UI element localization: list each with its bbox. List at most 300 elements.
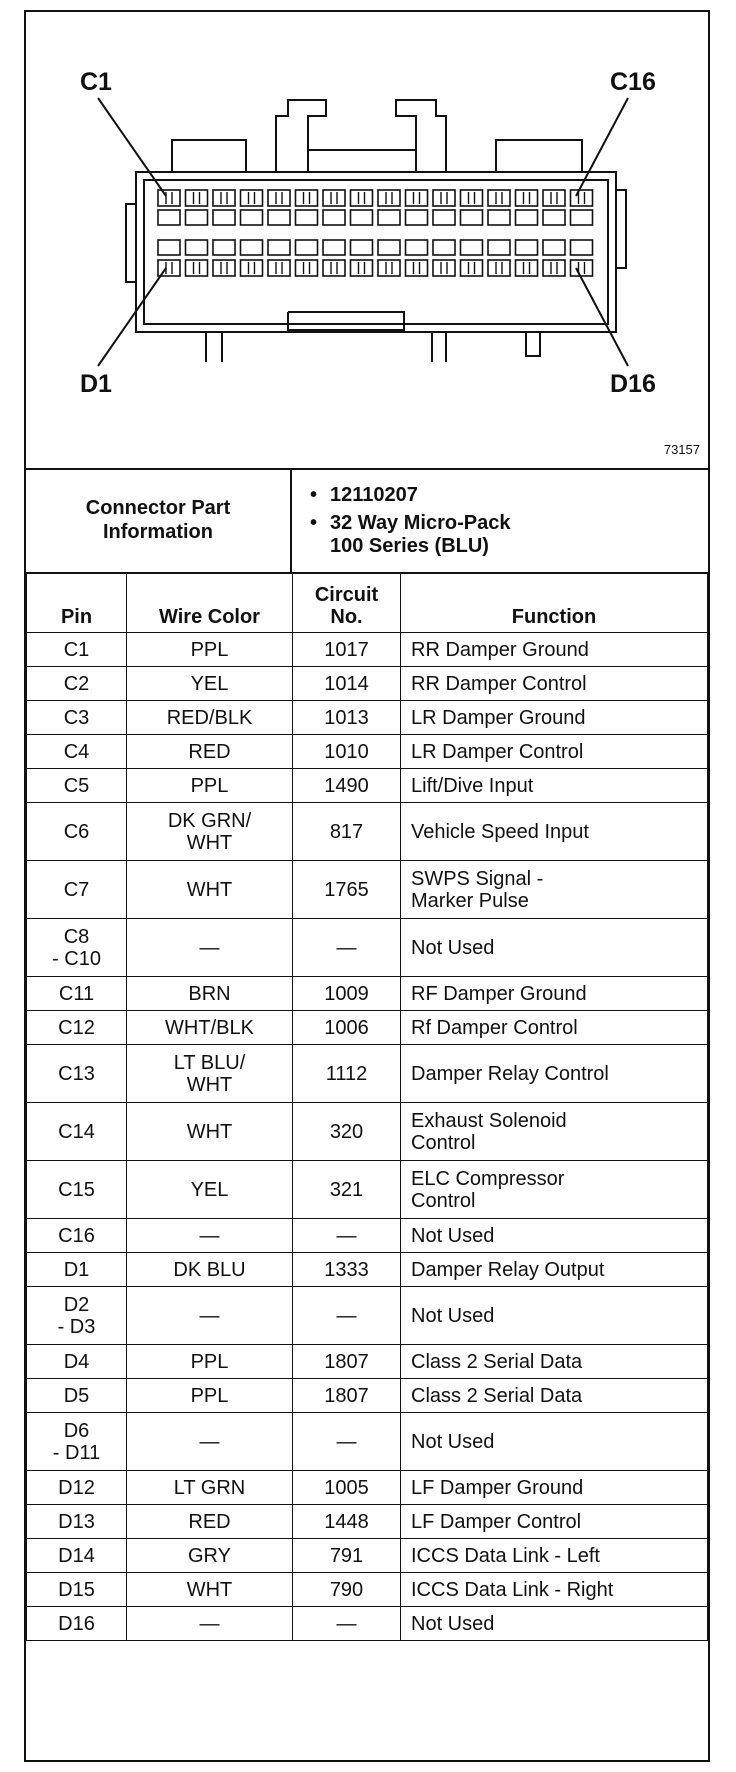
header-circuit-line2: No. (330, 606, 363, 628)
bottom-key-slot (288, 312, 404, 330)
function-cell-text: Not Used (411, 1430, 495, 1453)
function-cell (401, 1505, 708, 1539)
leader-c1 (98, 98, 166, 196)
c-row-terminal (158, 190, 180, 206)
d-row-terminal (516, 260, 538, 276)
c-row-cavity (296, 210, 318, 225)
pin-cell-text: C14 (58, 1120, 95, 1143)
header-pin: Pin (27, 573, 127, 633)
pin-cell (27, 667, 127, 701)
wire-color-cell (127, 1103, 293, 1161)
function-cell (401, 803, 708, 861)
pin-cell (27, 769, 127, 803)
pin-cell (27, 1379, 127, 1413)
d-row-terminal (378, 260, 400, 276)
d-row-terminal (461, 260, 483, 276)
function-cell-text: ICCS Data Link - Right (411, 1578, 614, 1601)
d-row-cavity (571, 240, 593, 255)
pin-cell (27, 633, 127, 667)
circuit-cell (293, 1471, 401, 1505)
circuit-cell-text: 791 (329, 1544, 364, 1567)
circuit-cell-text: — (336, 1224, 357, 1247)
c-row-cavity (406, 210, 428, 225)
wire-color-cell (127, 1413, 293, 1471)
leader-c16 (576, 98, 628, 196)
table-row (27, 1539, 708, 1573)
c-row-cavity (543, 210, 565, 225)
function-cell (401, 769, 708, 803)
c-row-terminal (186, 190, 208, 206)
circuit-cell (293, 667, 401, 701)
function-cell-text: Class 2 Serial Data (411, 1384, 583, 1407)
function-cell-text: Control (411, 1189, 476, 1212)
d-row-terminal (296, 260, 318, 276)
wire-color-cell (127, 1539, 293, 1573)
wire-color-cell-text: — (199, 1612, 220, 1635)
left-top-tab (172, 140, 246, 172)
function-cell-text: Not Used (411, 936, 495, 959)
circuit-cell-text: 1005 (324, 1476, 369, 1499)
d-row-cavity (433, 240, 455, 255)
pin-cell-text: C13 (58, 1062, 95, 1085)
table-row (27, 1505, 708, 1539)
pin-cell (27, 861, 127, 919)
pin-cell-text: D4 (63, 1350, 90, 1373)
table-row (27, 735, 708, 769)
circuit-cell-text: 1807 (324, 1350, 369, 1373)
d-row-cavity (461, 240, 483, 255)
d-row-cavity (351, 240, 373, 255)
function-cell-text: Rf Damper Control (411, 1016, 578, 1039)
table-row (27, 1573, 708, 1607)
table-row (27, 667, 708, 701)
pin-table (26, 572, 708, 1641)
circuit-cell-text: 1017 (324, 638, 369, 661)
pin-cell-text: D1 (63, 1258, 90, 1281)
function-cell (401, 977, 708, 1011)
wire-color-cell-text: DK GRN/ (167, 809, 252, 832)
c-row-cavity (268, 210, 290, 225)
wire-color-cell (127, 667, 293, 701)
d-row-cavity (323, 240, 345, 255)
header-wire-color: Wire Color (127, 573, 293, 633)
pin-cell-text: D5 (63, 1384, 90, 1407)
circuit-cell (293, 1161, 401, 1219)
wire-color-cell (127, 861, 293, 919)
d-row-terminal (268, 260, 290, 276)
function-cell-text: RR Damper Control (411, 672, 587, 695)
label-c16: C16 (610, 68, 656, 96)
table-row (27, 1161, 708, 1219)
circuit-cell (293, 1103, 401, 1161)
pin-cell (27, 1505, 127, 1539)
circuit-cell-text: — (336, 1612, 357, 1635)
table-row (27, 919, 708, 977)
d-row-cavity (296, 240, 318, 255)
circuit-cell-text: 321 (329, 1178, 364, 1201)
function-cell (401, 919, 708, 977)
d-row-cavity (488, 240, 510, 255)
figure-number: 73157 (663, 442, 700, 457)
function-cell-text: ICCS Data Link - Left (411, 1544, 600, 1567)
label-d1: D1 (80, 370, 112, 398)
circuit-cell (293, 1345, 401, 1379)
wire-color-cell (127, 977, 293, 1011)
description-line1: 32 Way Micro-Pack (330, 512, 511, 534)
circuit-cell (293, 1253, 401, 1287)
c-row-terminal (213, 190, 235, 206)
pin-cell (27, 919, 127, 977)
wire-color-cell-text: RED/BLK (166, 706, 253, 729)
right-latch (396, 100, 446, 172)
pin-cell (27, 1103, 127, 1161)
function-cell (401, 735, 708, 769)
c-row-cavity (461, 210, 483, 225)
pin-cell-text: C12 (58, 1016, 95, 1039)
pin-cell-text: C11 (58, 982, 95, 1005)
d-row-cavity (516, 240, 538, 255)
pin-cell (27, 1219, 127, 1253)
d-row-terminal (241, 260, 263, 276)
table-row (27, 1287, 708, 1345)
function-cell-text: Not Used (411, 1612, 495, 1635)
function-cell (401, 1103, 708, 1161)
circuit-cell (293, 735, 401, 769)
leader-d16 (576, 268, 628, 366)
circuit-cell-text: 1765 (324, 878, 369, 901)
wire-color-cell-text: WHT (186, 1578, 233, 1601)
wire-color-cell (127, 1219, 293, 1253)
function-cell-text: Not Used (411, 1304, 495, 1327)
wire-color-cell-text: RED (188, 1510, 231, 1533)
wire-color-cell-text: YEL (190, 1178, 229, 1201)
pin-cell (27, 977, 127, 1011)
pin-cell-text: - C10 (52, 947, 101, 970)
pin-cell (27, 701, 127, 735)
function-cell (401, 1253, 708, 1287)
function-cell (401, 1045, 708, 1103)
c-row-cavity (158, 210, 180, 225)
function-cell-text: LR Damper Ground (411, 706, 586, 729)
wire-color-cell (127, 1471, 293, 1505)
pin-cell (27, 1287, 127, 1345)
wire-color-cell-text: — (199, 1304, 220, 1327)
pin-cell-text: C15 (58, 1178, 95, 1201)
d-row-cavity (241, 240, 263, 255)
wire-color-cell-text: WHT (186, 878, 233, 901)
wire-color-cell-text: GRY (188, 1544, 231, 1567)
wire-color-cell (127, 1253, 293, 1287)
circuit-cell-text: — (336, 1304, 357, 1327)
table-row (27, 1011, 708, 1045)
pin-cell-text: C4 (63, 740, 90, 763)
bottom-post-right (432, 332, 446, 362)
header-circuit-no (293, 573, 401, 633)
pin-cell-text: C1 (63, 638, 90, 661)
wire-color-cell (127, 1607, 293, 1641)
table-row (27, 1379, 708, 1413)
table-row (27, 1253, 708, 1287)
circuit-cell (293, 633, 401, 667)
pin-cell (27, 1413, 127, 1471)
table-row (27, 1607, 708, 1641)
c-row-terminal (516, 190, 538, 206)
left-latch (276, 100, 326, 172)
d-row-cavity (186, 240, 208, 255)
d-row-terminal (351, 260, 373, 276)
c-row-terminal (433, 190, 455, 206)
circuit-cell-text: 1009 (324, 982, 369, 1005)
pin-cell (27, 735, 127, 769)
pin-cell (27, 1573, 127, 1607)
description-line2: 100 Series (BLU) (330, 535, 489, 557)
pin-table-body (27, 633, 708, 1641)
wire-color-cell (127, 1573, 293, 1607)
function-cell-text: Damper Relay Output (411, 1258, 605, 1281)
pin-cell (27, 1539, 127, 1573)
function-cell (401, 701, 708, 735)
wire-color-cell-text: LT GRN (173, 1476, 246, 1499)
circuit-cell-text: 1490 (324, 774, 369, 797)
bottom-post-left (206, 332, 222, 362)
bottom-foot (526, 332, 540, 356)
wire-color-cell (127, 1287, 293, 1345)
label-d16: D16 (610, 370, 656, 398)
circuit-cell-text: 817 (329, 820, 364, 843)
pin-cell-text: D12 (58, 1476, 95, 1499)
function-cell-text: Vehicle Speed Input (411, 820, 589, 843)
c-row-cavity (351, 210, 373, 225)
c-row-terminal (406, 190, 428, 206)
circuit-cell-text: 1807 (324, 1384, 369, 1407)
function-cell (401, 1607, 708, 1641)
d-row-terminal (488, 260, 510, 276)
wire-color-cell-text: WHT (186, 1120, 233, 1143)
wire-color-cell-text: BRN (188, 982, 231, 1005)
function-cell-text: Not Used (411, 1224, 495, 1247)
pin-cell (27, 1045, 127, 1103)
circuit-cell (293, 1219, 401, 1253)
circuit-cell (293, 1379, 401, 1413)
function-cell-text: LF Damper Control (411, 1510, 582, 1533)
circuit-cell (293, 1505, 401, 1539)
c-row-cavity (571, 210, 593, 225)
c-row-cavity (213, 210, 235, 225)
function-cell (401, 1573, 708, 1607)
circuit-cell (293, 861, 401, 919)
circuit-cell (293, 1045, 401, 1103)
circuit-cell (293, 1287, 401, 1345)
header-function: Function (401, 573, 708, 633)
function-cell (401, 1011, 708, 1045)
pin-cell-text: D14 (58, 1544, 95, 1567)
wire-color-cell-text: — (199, 936, 220, 959)
c-row-cavity (186, 210, 208, 225)
d-row-cavity (268, 240, 290, 255)
c-row-terminal (323, 190, 345, 206)
pin-table-header (27, 573, 708, 633)
wire-color-cell-text: RED (188, 740, 231, 763)
c-row-cavity (516, 210, 538, 225)
function-cell-text: LF Damper Ground (411, 1476, 584, 1499)
pin-cell (27, 1011, 127, 1045)
c-row-terminal (543, 190, 565, 206)
wire-color-cell (127, 769, 293, 803)
pin-cell-text: C6 (63, 820, 90, 843)
wire-color-cell (127, 1345, 293, 1379)
function-cell-text: Damper Relay Control (411, 1062, 609, 1085)
c-row-terminal (461, 190, 483, 206)
pin-cell-text: C3 (63, 706, 90, 729)
function-cell (401, 1379, 708, 1413)
function-cell (401, 1219, 708, 1253)
wire-color-cell-text: PPL (190, 1350, 229, 1373)
circuit-cell-text: 1013 (324, 706, 369, 729)
circuit-cell-text: — (336, 1430, 357, 1453)
d-row-terminal (323, 260, 345, 276)
pin-cell (27, 1607, 127, 1641)
d-row-cavity (543, 240, 565, 255)
function-cell (401, 1287, 708, 1345)
circuit-cell (293, 769, 401, 803)
circuit-cell (293, 977, 401, 1011)
wire-color-cell (127, 919, 293, 977)
c-row-terminal (351, 190, 373, 206)
function-cell-text: ELC Compressor (411, 1167, 565, 1190)
c-row-terminal (571, 190, 593, 206)
wire-color-cell (127, 803, 293, 861)
d-row-cavity (158, 240, 180, 255)
c-row-cavity (241, 210, 263, 225)
circuit-cell-text: 1448 (324, 1510, 369, 1533)
connector-info-title-line2: Information (103, 521, 213, 543)
table-row (27, 861, 708, 919)
wire-color-cell-text: PPL (190, 638, 229, 661)
connector-diagram (26, 12, 708, 470)
circuit-cell (293, 1573, 401, 1607)
d-row-terminal (433, 260, 455, 276)
pin-cell (27, 1161, 127, 1219)
table-row (27, 1219, 708, 1253)
pin-cell-text: C2 (63, 672, 90, 695)
table-row (27, 1103, 708, 1161)
pin-cell (27, 1471, 127, 1505)
table-row (27, 803, 708, 861)
function-cell (401, 1345, 708, 1379)
pin-cell-text: C7 (63, 878, 90, 901)
function-cell (401, 1413, 708, 1471)
connector-info-details (292, 468, 708, 572)
table-row (27, 1045, 708, 1103)
circuit-cell-text: 1014 (324, 672, 369, 695)
c-row-terminal (241, 190, 263, 206)
c-row-terminal (488, 190, 510, 206)
connector-info-title-line1: Connector Part (85, 497, 231, 519)
wire-color-cell (127, 633, 293, 667)
function-cell (401, 1471, 708, 1505)
table-row (27, 977, 708, 1011)
circuit-cell (293, 1607, 401, 1641)
circuit-cell-text: 1010 (324, 740, 369, 763)
circuit-cell-text: 1006 (324, 1016, 369, 1039)
left-side-rib (126, 204, 136, 282)
connector-part-info (26, 468, 708, 574)
pin-cell-text: D2 (63, 1293, 90, 1316)
c-row-cavity (323, 210, 345, 225)
function-cell (401, 1161, 708, 1219)
wire-color-cell-text: WHT (186, 1073, 233, 1096)
header-circuit-line1: Circuit (314, 584, 379, 606)
pin-cell (27, 1253, 127, 1287)
wire-color-cell-text: YEL (190, 672, 229, 695)
c-row-cavity (488, 210, 510, 225)
d-row-terminal (571, 260, 593, 276)
pin-cell-text: - D11 (52, 1441, 101, 1464)
function-cell-text: SWPS Signal - (411, 867, 544, 890)
function-cell-text: Lift/Dive Input (411, 774, 534, 797)
function-cell-text: LR Damper Control (411, 740, 584, 763)
circuit-cell (293, 919, 401, 977)
d-row-cavity (406, 240, 428, 255)
pin-cell (27, 803, 127, 861)
c-row-terminal (378, 190, 400, 206)
circuit-cell (293, 1539, 401, 1573)
document-frame (24, 10, 710, 1762)
circuit-cell-text: 320 (329, 1120, 364, 1143)
d-row-cavity (213, 240, 235, 255)
wire-color-cell-text: — (199, 1430, 220, 1453)
d-row-terminal (213, 260, 235, 276)
circuit-cell-text: — (336, 936, 357, 959)
c-row-terminal (268, 190, 290, 206)
table-row (27, 701, 708, 735)
wire-color-cell-text: PPL (190, 774, 229, 797)
d-row-terminal (186, 260, 208, 276)
pin-cell-text: - D3 (57, 1315, 96, 1338)
pin-cell-text: C16 (58, 1224, 95, 1247)
function-cell (401, 633, 708, 667)
wire-color-cell-text: WHT/BLK (165, 1016, 254, 1039)
circuit-cell (293, 701, 401, 735)
c-row-terminal (296, 190, 318, 206)
table-row (27, 769, 708, 803)
c-row-cavity (378, 210, 400, 225)
wire-color-cell (127, 1379, 293, 1413)
label-c1: C1 (80, 68, 112, 96)
right-top-tab (496, 140, 582, 172)
c-row-cavity (433, 210, 455, 225)
function-cell (401, 861, 708, 919)
part-number: • 12110207 (310, 484, 708, 507)
wire-color-cell-text: WHT (186, 831, 233, 854)
wire-color-cell (127, 1045, 293, 1103)
pin-cell (27, 1345, 127, 1379)
function-cell-text: Exhaust Solenoid (411, 1109, 567, 1132)
pin-cell-text: C8 (63, 925, 90, 948)
pin-cell-text: D16 (58, 1612, 95, 1635)
table-row (27, 1345, 708, 1379)
circuit-cell-text: 1333 (324, 1258, 369, 1281)
connector-info-title (26, 468, 292, 572)
function-cell-text: RR Damper Ground (411, 638, 589, 661)
wire-color-cell (127, 701, 293, 735)
wire-color-cell (127, 1011, 293, 1045)
connector-description (310, 512, 708, 558)
connector-face-drawing (26, 12, 708, 468)
circuit-cell (293, 1011, 401, 1045)
wire-color-cell-text: DK BLU (173, 1258, 246, 1281)
table-row (27, 1413, 708, 1471)
